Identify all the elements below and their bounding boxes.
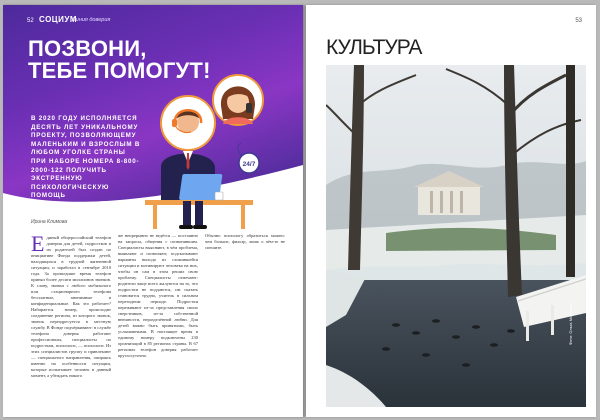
hotline-illustration (143, 71, 303, 231)
body-column-2 (118, 233, 198, 359)
body-text-3: Обычно психологу обратиться можно: чем больше, фильтр, лишь о чём-то не спешите. (205, 233, 285, 250)
left-page (3, 5, 303, 417)
body-column-1 (31, 231, 112, 379)
body-text-1a: диный общероссийский телефон доверия для детей, подростков и их родителей был создан по инициативе Фонда поддержки детей, находящихся в трудной жизненной ситуации, и заработал в сентябре 2010 года. За прошедшие время телефон принял более десяти миллионов звонков. К слову, звонки с любого мобильного или стационарного телефона бесплатные, анонимные и конфиденциальные. (31, 235, 111, 306)
headline-line-1: ПОЗВОНИ, (28, 36, 147, 61)
page-number: 52 (27, 18, 34, 24)
photo-credit: Фото: Ольга Морозова (568, 303, 573, 345)
headline-line-2: ТЕБЕ ПОМОГУТ! (28, 58, 211, 83)
body-text-1b: Как это работает? Набирается номер, происходит соединение региона, из которого звонок, звонок переадресуется в местную службу. В Фонде подчёркивают: в службе телефона доверия работают профессионалы, специалисты по подросткам, психологи, — психологи. Из этих специалистов группу и привлекают — специального направления, опираясь именно на особенности ситуации, которые испытывает человек в данный момент, а убеждать никого (31, 301, 112, 378)
drop-cap: Е (31, 231, 45, 256)
park-winter-photo (326, 65, 586, 407)
article-lead: В 2020 ГОДУ ИСПОЛНЯЕТСЯ ДЕСЯТЬ ЛЕТ УНИКАЛЬНОМУ ПРОЕКТУ, ПОЗВОЛЯЮЩЕМУ МАЛЕНЬКИМ И ВЗРОСЛЫМ В ЛЮБОМ УГОЛКЕ СТРАНЫ ПРИ НАБОРЕ НОМЕРА 8-800-2000-122 ПОЛУЧИТЬ ЭКСТРЕННУЮ ПСИХОЛОГИЧЕСКУЮ ПОМОЩЬ (31, 115, 141, 200)
body-text-2b: Специалисты отмечают: родители чаще всего жалуются на то, что подростки не поддаются, им сказать становится трудно, учитель в сильном переходном периоде. Подростки переживают из-за представления своих сверстников, из-за собственной внешности, неразделённой любви. Для детей важно быть принятыми, быть услышанными. В настоящее время в единому номеру подключены 230 организаций в 85 регионах страны. В 67 регионах телефон доверия работает круглосуточно. (118, 275, 198, 358)
article-body (31, 233, 289, 413)
section-label: СОЦИУМ (39, 15, 78, 24)
body-column-3 (205, 233, 285, 251)
24-7-badge: 24/7 (242, 161, 256, 168)
right-page (306, 5, 596, 417)
section-title: КУЛЬТУРА (326, 36, 422, 59)
rubric-label: Линия доверия (72, 17, 111, 23)
body-text-2a: же непрерывно не ведётся — постоянно на запросы, общения с позвонившим. Специалисты выясняют, в чём проблема, выявляют и позволяют, подсказывают варианты выхода из сложившейся ситуации и мотивируют человека на них, чтобы он сам в этом решил свою проблему. (118, 233, 198, 280)
author-byline: Ирина Климова (31, 219, 68, 225)
page-number-right: 53 (575, 18, 582, 24)
